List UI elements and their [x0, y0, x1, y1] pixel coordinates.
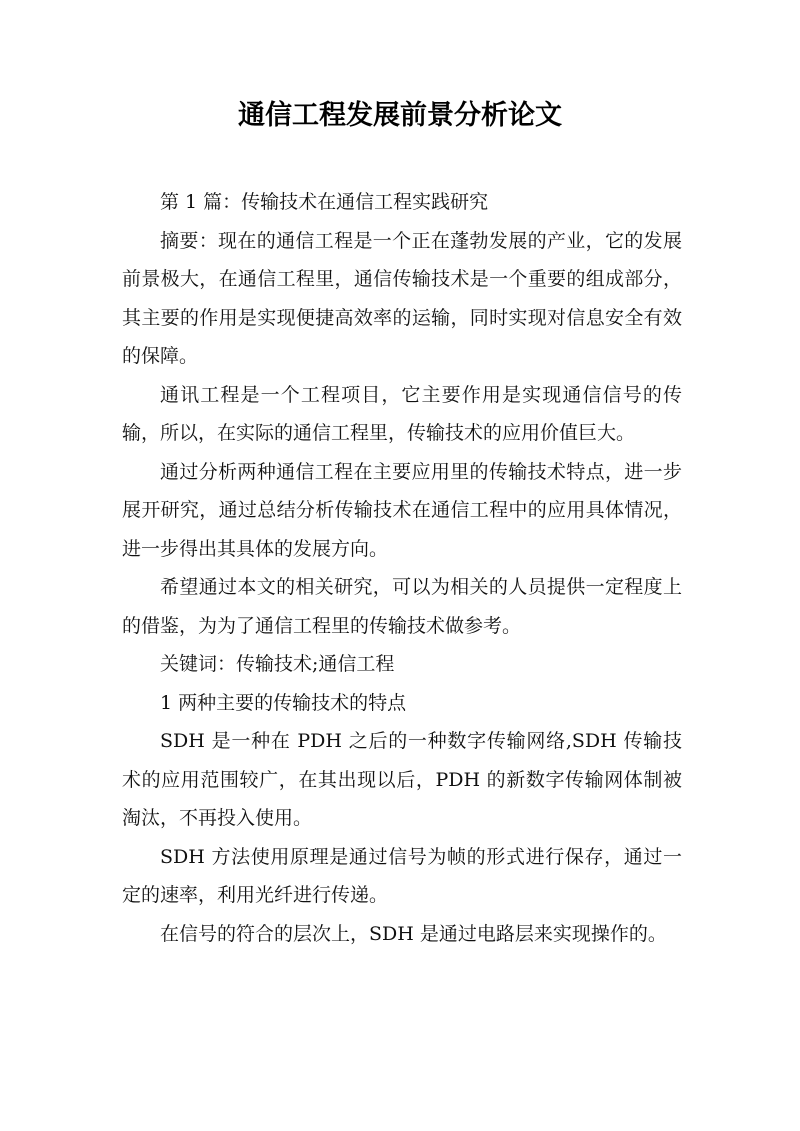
- body-paragraph: 希望通过本文的相关研究，可以为相关的人员提供一定程度上的借鉴，为为了通信工程里的传输技术做参考。: [122, 576, 682, 637]
- keywords-line: 关键词：传输技术;通信工程: [160, 653, 395, 675]
- body-paragraph: SDH 是一种在 PDH 之后的一种数字传输网络,SDH 传输技术的应用范围较广，在其出现以后，PDH 的新数字传输网体制被淘汰，不再投入使用。: [122, 730, 682, 829]
- document-body: [122, 183, 682, 953]
- abstract-paragraph: 摘要：现在的通信工程是一个正在蓬勃发展的产业，它的发展前景极大，在通信工程里，通信传输技术是一个重要的组成部分，其主要的作用是实现便捷高效率的运输，同时实现对信息安全有效的保障。: [122, 229, 682, 367]
- section-heading-part-1: 第 1 篇：传输技术在通信工程实践研究: [160, 191, 489, 213]
- body-paragraph: SDH 方法使用原理是通过信号为帧的形式进行保存，通过一定的速率，利用光纤进行传递。: [122, 845, 682, 906]
- body-paragraph: 在信号的符合的层次上，SDH 是通过电路层来实现操作的。: [160, 922, 667, 945]
- body-paragraph: 通讯工程是一个工程项目，它主要作用是实现通信信号的传输，所以，在实际的通信工程里，传输技术的应用价值巨大。: [122, 383, 682, 444]
- document-title: 通信工程发展前景分析论文: [238, 100, 562, 131]
- section-heading-1: 1 两种主要的传输技术的特点: [160, 691, 407, 714]
- body-paragraph: 通过分析两种通信工程在主要应用里的传输技术特点，进一步展开研究，通过总结分析传输技术在通信工程中的应用具体情况，进一步得出其具体的发展方向。: [122, 460, 682, 560]
